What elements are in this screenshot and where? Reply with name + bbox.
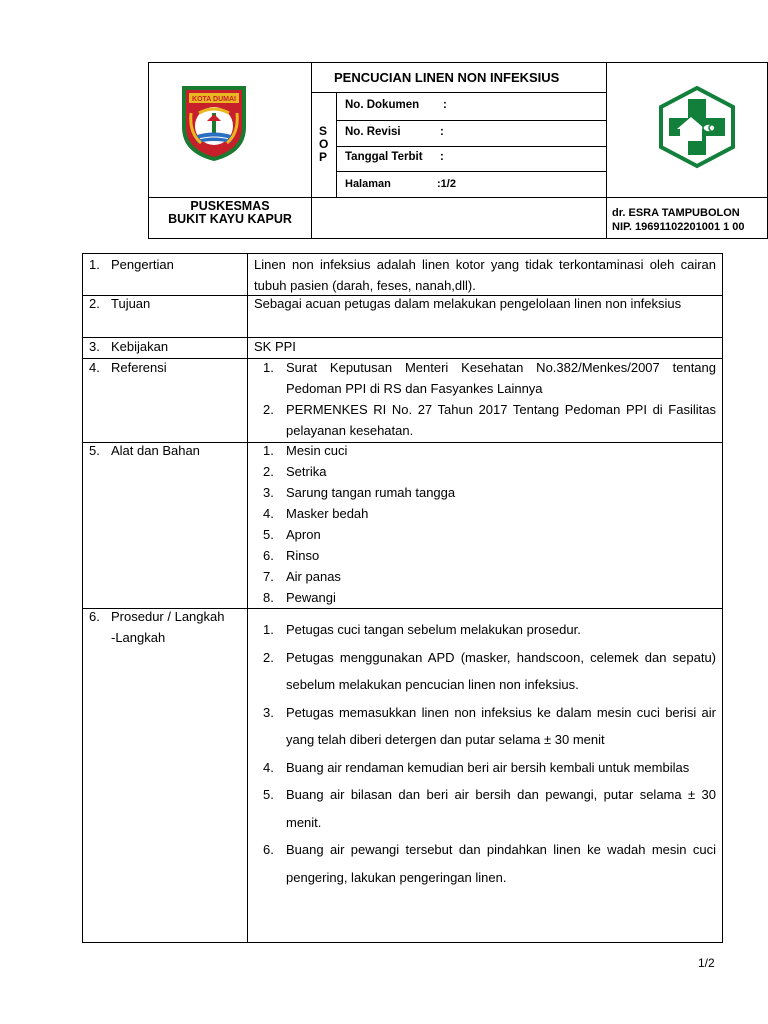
row-label — [89, 254, 174, 275]
row-number: 3. — [89, 339, 100, 354]
field-label-halaman: Halaman — [345, 178, 391, 190]
row-number: 5. — [89, 443, 100, 458]
list-item: 2. Setrika — [263, 464, 327, 479]
row-label-text: Tujuan — [111, 296, 151, 311]
procedure-step: 4. Buang air rendaman kemudian beri air bersih kembali untuk membilas — [263, 759, 690, 775]
field-label-no-revisi: No. Revisi — [345, 126, 401, 138]
header-divider — [336, 92, 337, 198]
header-divider — [606, 63, 607, 239]
list-item: 1. Surat Keputusan Menteri Kesehatan No.382/Menkes/2007 tentang Pedoman PPI di RS dan Fasyankes Lainnya — [263, 360, 716, 396]
list-item: 4. Masker bedah — [263, 506, 369, 521]
sop-letter: O — [319, 137, 329, 151]
list-item: 5. Apron — [263, 527, 321, 542]
signer-nip: NIP. 19691102201001 1 00 — [612, 221, 745, 233]
header-divider — [311, 63, 312, 239]
row-label-text: Alat dan Bahan — [111, 443, 200, 458]
row-label-text: Pengertian — [111, 257, 174, 272]
sop-letter: P — [319, 150, 328, 164]
row-label — [89, 357, 167, 378]
list-item: 7. Air panas — [263, 569, 341, 584]
row-label — [89, 440, 200, 461]
field-value-no-revisi: : — [440, 126, 444, 138]
procedure-step: 1. Petugas cuci tangan sebelum melakukan prosedur. — [263, 622, 581, 637]
list-item: 8. Pewangi — [263, 590, 336, 605]
puskesmas-logo — [655, 85, 739, 169]
row-number: 4. — [89, 360, 100, 375]
org-name-line2: BUKIT KAYU KAPUR — [168, 212, 292, 226]
row-label-text: Prosedur / Langkah — [111, 609, 225, 624]
header-divider — [149, 197, 768, 198]
org-name-line1: PUSKESMAS — [190, 199, 270, 213]
field-label-no-dokumen: No. Dokumen — [345, 99, 420, 111]
sop-letter: S — [319, 124, 328, 138]
purpose-text: Sebagai acuan petugas dalam melakukan pengelolaan linen non infeksius — [254, 296, 682, 311]
procedure-step: 6. Buang air pewangi tersebut dan pindahkan linen ke wadah mesin cuci pengering, lakukan pengeringan linen. — [263, 842, 716, 885]
procedure-step: 2. Petugas menggunakan APD (masker, handscoon, celemek dan sepatu) sebelum melakukan pencucian linen non infeksius. — [263, 649, 716, 692]
row-label-text: Referensi — [111, 360, 167, 375]
field-label-tanggal-terbit: Tanggal Terbit — [345, 151, 423, 163]
row-label — [89, 606, 224, 627]
row-label-text: Kebijakan — [111, 339, 169, 354]
field-value-tanggal-terbit: : — [440, 151, 444, 163]
signer-name: dr. ESRA TAMPUBOLON — [612, 207, 740, 219]
row-number: 2. — [89, 296, 100, 311]
procedure-list — [248, 616, 716, 891]
equipment-list — [248, 440, 716, 608]
procedure-step: 5. Buang air bilasan dan beri air bersih dan pewangi, putar selama ± 30 menit. — [263, 787, 716, 830]
sop-header — [148, 62, 768, 239]
svg-text:KOTA DUMAI: KOTA DUMAI — [192, 96, 236, 103]
field-value-halaman: :1/2 — [437, 178, 456, 190]
policy-text: SK PPI — [254, 339, 296, 354]
header-divider — [336, 120, 607, 121]
row-label — [89, 293, 150, 314]
row-number: 6. — [89, 609, 100, 624]
header-divider — [311, 92, 607, 93]
page-number: 1/2 — [698, 956, 715, 970]
reference-list — [248, 357, 716, 441]
field-value-no-dokumen: : — [443, 99, 447, 111]
list-item: 2. PERMENKES RI No. 27 Tahun 2017 Tentang Pedoman PPI di Fasilitas pelayanan kesehatan. — [263, 402, 716, 438]
row-label — [89, 336, 168, 357]
procedure-step: 3. Petugas memasukkan linen non infeksius ke dalam mesin cuci berisi air yang telah diberi detergen dan putar selama ± 30 menit — [263, 704, 716, 747]
row-number: 1. — [89, 257, 100, 272]
row-label-continuation: -Langkah — [111, 630, 166, 645]
list-item: 3. Sarung tangan rumah tangga — [263, 485, 456, 500]
definition-text: Linen non infeksius adalah linen kotor yang tidak terkontaminasi oleh cairan tubuh pasien (darah, feses, nanah,dll). — [254, 257, 716, 293]
kota-dumai-logo — [179, 83, 249, 163]
header-divider — [336, 171, 607, 172]
list-item: 1. Mesin cuci — [263, 443, 348, 458]
sop-content-table — [82, 253, 723, 943]
header-divider — [336, 146, 607, 147]
list-item: 6. Rinso — [263, 548, 320, 563]
sop-title: PENCUCIAN LINEN NON INFEKSIUS — [334, 70, 560, 85]
